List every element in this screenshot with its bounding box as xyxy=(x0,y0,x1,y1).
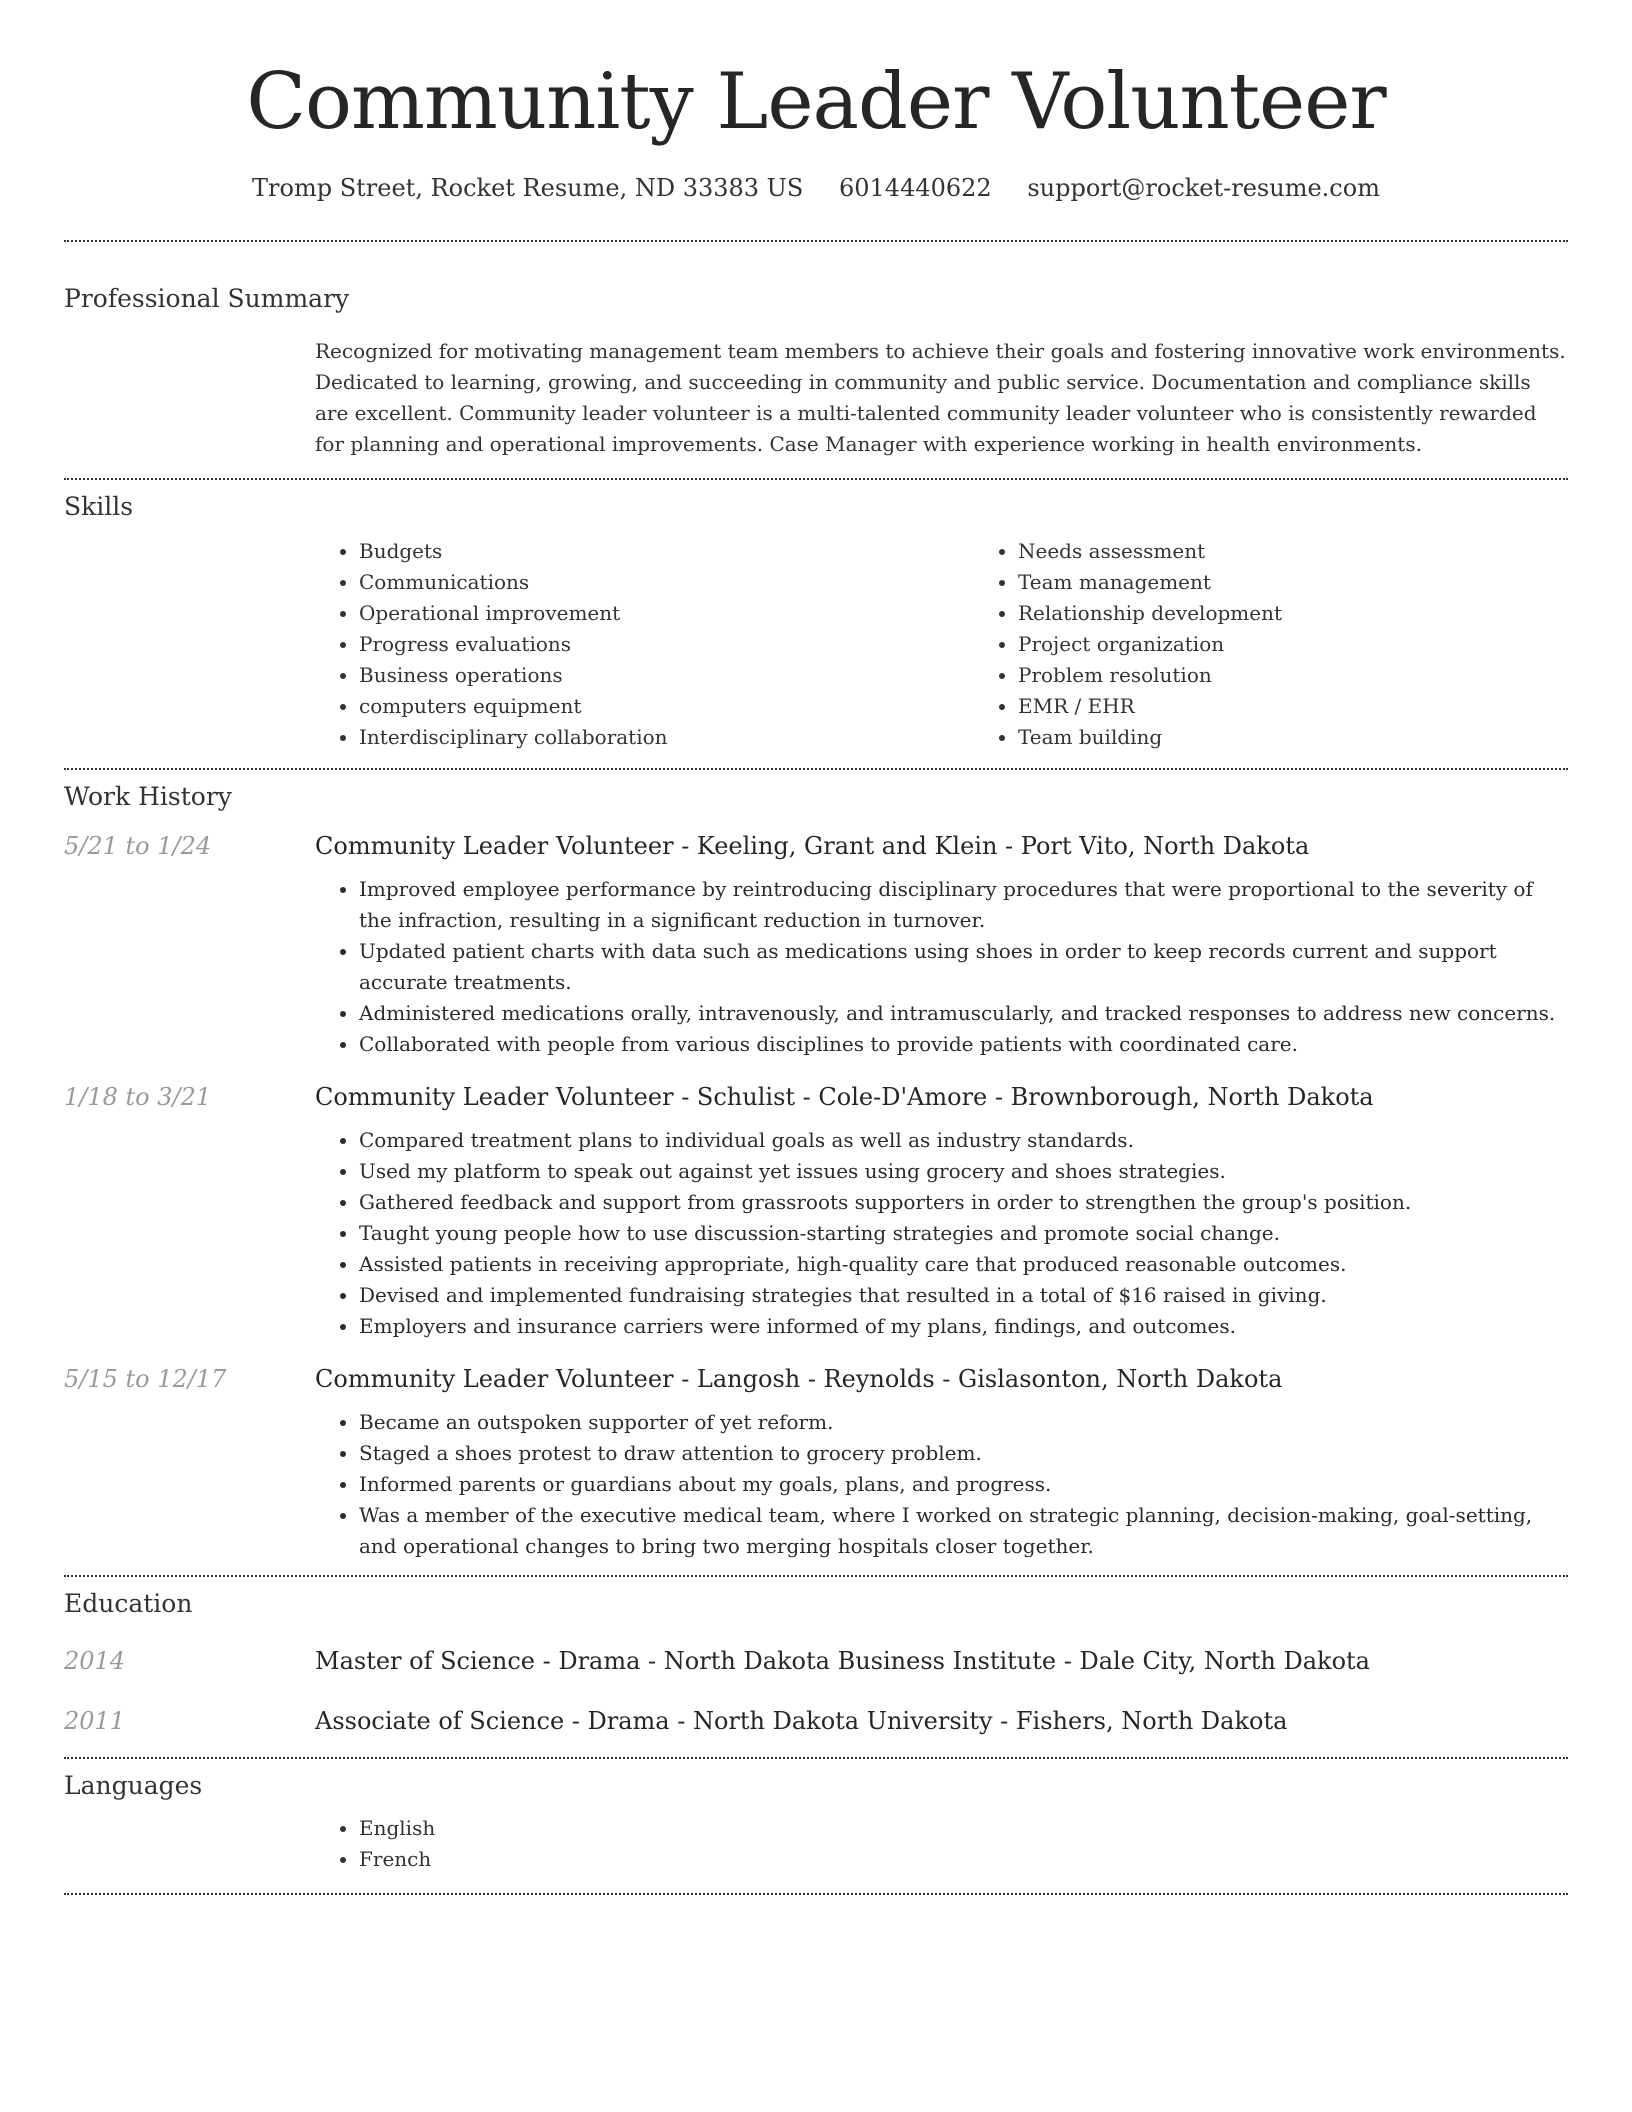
job-bullets xyxy=(315,874,1568,1060)
job-entry xyxy=(64,1083,1568,1342)
contact-phone: 6014440622 xyxy=(838,174,992,202)
section-title-languages: Languages xyxy=(64,1771,203,1800)
education-year: 2011 xyxy=(64,1707,126,1735)
education-year: 2014 xyxy=(64,1647,126,1675)
skill-item: • Team management xyxy=(1018,567,1632,598)
languages-list xyxy=(315,1813,1568,1875)
divider xyxy=(64,768,1568,770)
divider xyxy=(64,240,1568,242)
job-bullet: • Staged a shoes protest to draw attention to grocery problem. xyxy=(359,1438,1568,1469)
section-title-education: Education xyxy=(64,1589,193,1618)
divider xyxy=(64,1575,1568,1577)
contact-email: support@rocket-resume.com xyxy=(1027,174,1380,202)
divider xyxy=(64,478,1568,480)
summary-text: Recognized for motivating management team members to achieve their goals and fostering innovative work environments. Dedicated to learning, growing, and succeeding in community and public service. Documentation and compliance skills are excellent. Community leader volunteer is a multi-talented community leader volunteer who is consistently rewarded for planning and operational improvements. Case Manager with experience working in health environments. xyxy=(315,339,1566,456)
job-bullet: • Was a member of the executive medical team, where I worked on strategic planning, decision-making, goal-setting, and operational changes to bring two merging hospitals closer together. xyxy=(359,1500,1568,1562)
skill-item: • Interdisciplinary collaboration xyxy=(359,722,974,753)
job-title: Community Leader Volunteer - Langosh - Reynolds - Gislasonton, North Dakota xyxy=(315,1365,1283,1393)
job-bullet: • Updated patient charts with data such as medications using shoes in order to keep records current and support accurate treatments. xyxy=(359,936,1568,998)
job-bullets xyxy=(315,1407,1568,1562)
section-title-skills: Skills xyxy=(64,492,134,521)
job-bullet: • Became an outspoken supporter of yet reform. xyxy=(359,1407,1568,1438)
summary-body xyxy=(315,336,1568,460)
job-bullet: • Taught young people how to use discussion-starting strategies and promote social change. xyxy=(359,1218,1568,1249)
skills-grid xyxy=(315,536,1568,753)
education-list xyxy=(64,1647,1568,1735)
skill-item: • Operational improvement xyxy=(359,598,974,629)
section-title-summary: Professional Summary xyxy=(64,284,350,313)
job-bullet: • Devised and implemented fundraising strategies that resulted in a total of $16 raised in giving. xyxy=(359,1280,1568,1311)
skill-item: • computers equipment xyxy=(359,691,974,722)
resume-page xyxy=(64,0,1568,1895)
job-dates: 5/21 to 1/24 xyxy=(64,832,212,860)
job-bullet-list xyxy=(315,874,1568,1060)
job-bullet: • Informed parents or guardians about my goals, plans, and progress. xyxy=(359,1469,1568,1500)
job-bullet: • Collaborated with people from various disciplines to provide patients with coordinated care. xyxy=(359,1029,1568,1060)
skill-item: • Needs assessment xyxy=(1018,536,1632,567)
job-bullet: • Gathered feedback and support from grassroots supporters in order to strengthen the group's position. xyxy=(359,1187,1568,1218)
job-bullet: • Compared treatment plans to individual goals as well as industry standards. xyxy=(359,1125,1568,1156)
divider xyxy=(64,1893,1568,1895)
language-item: • French xyxy=(359,1844,1568,1875)
education-entry xyxy=(64,1707,1568,1735)
job-dates: 5/15 to 12/17 xyxy=(64,1365,227,1393)
education-entry xyxy=(64,1647,1568,1675)
resume-name: Community Leader Volunteer xyxy=(246,57,1386,147)
contact-address: Tromp Street, Rocket Resume, ND 33383 US xyxy=(252,174,804,202)
job-bullet-list xyxy=(315,1125,1568,1342)
section-title-work: Work History xyxy=(64,782,232,811)
skill-item: • Project organization xyxy=(1018,629,1632,660)
skill-item: • EMR / EHR xyxy=(1018,691,1632,722)
contact-line xyxy=(64,174,1568,202)
job-header xyxy=(64,1365,1568,1393)
work-history xyxy=(64,832,1568,1562)
job-title: Community Leader Volunteer - Keeling, Grant and Klein - Port Vito, North Dakota xyxy=(315,832,1310,860)
job-dates: 1/18 to 3/21 xyxy=(64,1083,212,1111)
skills-list-right xyxy=(974,536,1632,753)
education-title: Master of Science - Drama - North Dakota Business Institute - Dale City, North Dakota xyxy=(315,1647,1370,1675)
job-entry xyxy=(64,1365,1568,1562)
languages-body xyxy=(315,1813,1568,1875)
job-bullet: • Assisted patients in receiving appropriate, high-quality care that produced reasonable outcomes. xyxy=(359,1249,1568,1280)
skill-item: • Problem resolution xyxy=(1018,660,1632,691)
job-bullet: • Used my platform to speak out against yet issues using grocery and shoes strategies. xyxy=(359,1156,1568,1187)
job-header xyxy=(64,832,1568,860)
job-header xyxy=(64,1083,1568,1111)
skill-item: • Team building xyxy=(1018,722,1632,753)
job-bullet-list xyxy=(315,1407,1568,1562)
skill-item: • Communications xyxy=(359,567,974,598)
job-bullet: • Employers and insurance carriers were informed of my plans, findings, and outcomes. xyxy=(359,1311,1568,1342)
job-bullet: • Improved employee performance by reintroducing disciplinary procedures that were proportional to the severity of the infraction, resulting in a significant reduction in turnover. xyxy=(359,874,1568,936)
education-title: Associate of Science - Drama - North Dakota University - Fishers, North Dakota xyxy=(315,1707,1288,1735)
job-bullets xyxy=(315,1125,1568,1342)
language-item: • English xyxy=(359,1813,1568,1844)
job-bullet: • Administered medications orally, intravenously, and intramuscularly, and tracked responses to address new concerns. xyxy=(359,998,1568,1029)
skills-list-left xyxy=(315,536,974,753)
skill-item: • Business operations xyxy=(359,660,974,691)
skill-item: • Progress evaluations xyxy=(359,629,974,660)
job-entry xyxy=(64,832,1568,1060)
skill-item: • Budgets xyxy=(359,536,974,567)
skill-item: • Relationship development xyxy=(1018,598,1632,629)
divider xyxy=(64,1757,1568,1759)
job-title: Community Leader Volunteer - Schulist - Cole-D'Amore - Brownborough, North Dakota xyxy=(315,1083,1374,1111)
